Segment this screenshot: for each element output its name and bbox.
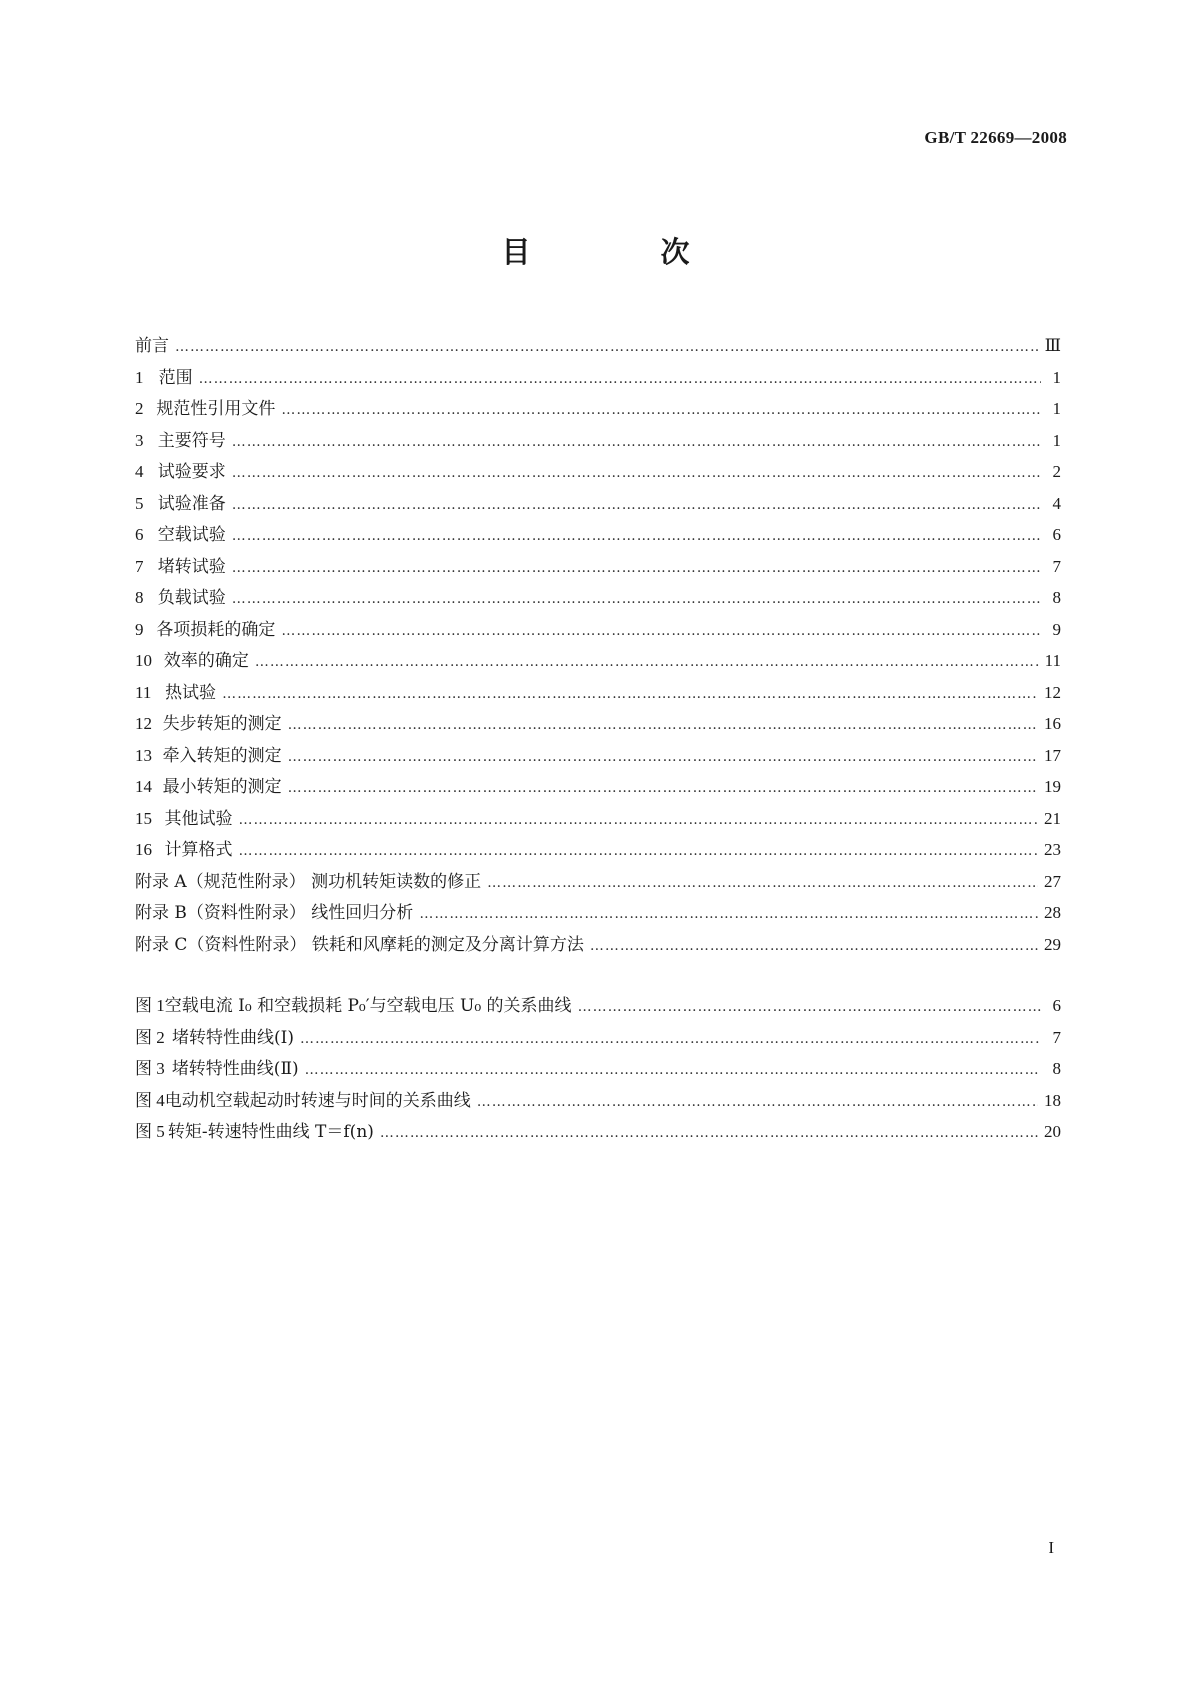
- toc-entry[interactable]: [135, 803, 1061, 835]
- dot-leader: [238, 836, 1038, 868]
- toc-entry-label: 附录 B（资料性附录） 线性回归分析: [135, 903, 414, 923]
- dot-leader: [300, 1024, 1041, 1056]
- toc-entry-label: 前言: [135, 336, 169, 356]
- toc-entry-label: 最小转矩的测定: [162, 777, 282, 797]
- dot-leader: [590, 931, 1038, 963]
- dot-leader: [477, 1087, 1038, 1119]
- dot-leader: [232, 427, 1041, 459]
- toc-entry-page: 23: [1044, 840, 1061, 859]
- dot-leader: [305, 1055, 1041, 1087]
- toc-entry-label: 负载试验: [157, 588, 226, 608]
- toc-entry-label: 失步转矩的测定: [162, 714, 282, 734]
- toc-entry-page: 6: [1052, 525, 1061, 544]
- toc-entry[interactable]: [135, 929, 1061, 961]
- toc-entry-label: 范围: [158, 367, 193, 388]
- standard-code: GB/T 22669—2008: [924, 128, 1067, 147]
- dot-leader: [255, 647, 1039, 679]
- toc-entry-label: 各项损耗的确定: [156, 619, 276, 640]
- toc-entry[interactable]: [135, 897, 1061, 929]
- toc-entry-label: 牵入转矩的测定: [162, 745, 282, 766]
- toc-entry-number: 图 3: [135, 1059, 165, 1078]
- dot-leader: [288, 710, 1038, 742]
- toc-entry[interactable]: [135, 740, 1061, 772]
- toc-entry-label: 主要符号: [157, 430, 226, 451]
- toc-entry-number: 8: [135, 588, 144, 607]
- toc-entry[interactable]: [135, 330, 1061, 362]
- toc-figure-entry[interactable]: [135, 1053, 1061, 1085]
- toc-entry[interactable]: [135, 677, 1061, 709]
- toc-entry-page: 4: [1052, 493, 1061, 513]
- toc-entry-page: 1: [1052, 430, 1061, 450]
- toc-entry-number: 10: [135, 651, 152, 670]
- toc-entry-page: 12: [1044, 682, 1061, 702]
- toc-entry-page: 7: [1052, 1027, 1061, 1047]
- toc-figure-entry[interactable]: [135, 1022, 1061, 1054]
- toc-entry-number: 7: [135, 556, 144, 576]
- toc-entry[interactable]: [135, 362, 1061, 394]
- page-number: I: [1048, 1538, 1054, 1557]
- toc-entry-label: 电动机空载起动时转速与时间的关系曲线: [164, 1090, 471, 1111]
- dot-leader: [288, 773, 1038, 805]
- dot-leader: [199, 364, 1041, 396]
- toc-entry-label: 堵转试验: [157, 556, 226, 577]
- toc-entry-page: 18: [1044, 1090, 1061, 1110]
- toc-entry-number: 15: [135, 808, 152, 828]
- toc-entry-number: 6: [135, 525, 144, 544]
- dot-leader: [232, 553, 1041, 585]
- dot-leader: [288, 742, 1038, 774]
- toc-entry-page: 19: [1044, 777, 1061, 796]
- dot-leader: [281, 616, 1041, 648]
- toc-entry-page: 1: [1052, 399, 1061, 418]
- toc-entry[interactable]: [135, 425, 1061, 457]
- toc-entry-number: 13: [135, 745, 152, 765]
- toc-entry-label: 试验要求: [157, 462, 226, 482]
- toc-entry-number: 5: [135, 493, 144, 513]
- toc-entry-label: 其他试验: [164, 808, 233, 829]
- toc-entry-number: 12: [135, 714, 152, 733]
- toc-entry-number: 2: [135, 399, 144, 418]
- toc-entry-label: 规范性引用文件: [156, 399, 276, 419]
- toc-entry-number: 图 1: [135, 996, 165, 1015]
- toc-entry-page: 27: [1044, 871, 1061, 891]
- toc-entry[interactable]: [135, 645, 1061, 677]
- dot-leader: [380, 1118, 1038, 1150]
- toc-entry[interactable]: [135, 771, 1061, 803]
- toc-entry-label: 转矩-转速特性曲线 T＝f(n): [167, 1122, 374, 1142]
- toc-figure-entry[interactable]: [135, 990, 1061, 1022]
- toc-entry-number: 14: [135, 777, 152, 796]
- toc-entry-page: 8: [1052, 1059, 1061, 1078]
- toc-entry-number: 16: [135, 840, 152, 859]
- toc-entry-number: 图 4: [135, 1090, 165, 1110]
- toc-entry-page: 9: [1052, 619, 1061, 639]
- dot-leader: [232, 458, 1041, 490]
- toc-entry[interactable]: [135, 614, 1061, 646]
- dot-leader: [281, 395, 1041, 427]
- toc-entry-number: 3: [135, 430, 144, 450]
- toc-entry-label: 效率的确定: [163, 651, 249, 671]
- toc-entry[interactable]: [135, 708, 1061, 740]
- toc-figure-entry[interactable]: [135, 1116, 1061, 1148]
- dot-leader: [238, 805, 1038, 837]
- dot-leader: [487, 868, 1038, 900]
- toc-entry[interactable]: [135, 393, 1061, 425]
- toc-entry-label: 空载电流 I₀ 和空载损耗 P₀′与空载电压 U₀ 的关系曲线: [164, 996, 572, 1016]
- toc-sections: [135, 330, 1061, 960]
- toc-entry[interactable]: [135, 866, 1061, 898]
- toc-entry-label: 附录 A（规范性附录） 测功机转矩读数的修正: [135, 871, 482, 892]
- toc-entry-label: 热试验: [165, 682, 217, 703]
- toc-entry-number: 图 2: [135, 1027, 165, 1047]
- dot-leader: [232, 490, 1041, 522]
- dot-leader: [578, 992, 1041, 1024]
- toc-entry-page: 1: [1052, 367, 1061, 387]
- dot-leader: [232, 521, 1041, 553]
- toc-entry-number: 11: [135, 682, 152, 702]
- dot-leader: [419, 899, 1038, 931]
- toc-entry-label: 堵转特性曲线(Ⅱ): [171, 1059, 299, 1079]
- toc-entry[interactable]: [135, 834, 1061, 866]
- toc-entry-page: 6: [1052, 996, 1061, 1015]
- toc-entry-page: 20: [1044, 1122, 1061, 1141]
- toc-entry-page: 16: [1044, 714, 1061, 733]
- dot-leader: [232, 584, 1041, 616]
- toc-entry-page: 11: [1044, 651, 1061, 670]
- toc-entry-page: 8: [1052, 588, 1061, 607]
- toc-figures: [135, 990, 1061, 1148]
- toc-entry-page: Ⅲ: [1044, 336, 1061, 355]
- toc-entry[interactable]: [135, 488, 1061, 520]
- toc-entry-number: 1: [135, 367, 144, 387]
- toc-entry[interactable]: [135, 551, 1061, 583]
- toc-entry-label: 附录 C（资料性附录） 铁耗和风摩耗的测定及分离计算方法: [135, 934, 584, 955]
- toc-entry[interactable]: [135, 582, 1061, 614]
- toc-entry-label: 空载试验: [157, 525, 226, 545]
- toc-entry-label: 计算格式: [164, 840, 233, 860]
- toc-entry-page: 28: [1044, 903, 1061, 922]
- page-title: 目 次: [501, 235, 750, 269]
- toc-entry-number: 4: [135, 462, 144, 481]
- toc-entry-page: 21: [1044, 808, 1061, 828]
- dot-leader: [222, 679, 1038, 711]
- toc-entry-label: 试验准备: [157, 493, 226, 514]
- toc-entry-page: 17: [1044, 745, 1061, 765]
- toc-entry-page: 29: [1044, 934, 1061, 954]
- toc-entry[interactable]: [135, 456, 1061, 488]
- dot-leader: [175, 332, 1039, 364]
- toc-entry[interactable]: [135, 519, 1061, 551]
- toc-entry-page: 7: [1052, 556, 1061, 576]
- toc-figure-entry[interactable]: [135, 1085, 1061, 1117]
- toc-entry-page: 2: [1052, 462, 1061, 481]
- toc-entry-number: 9: [135, 619, 144, 639]
- toc-entry-label: 堵转特性曲线(Ⅰ): [172, 1027, 295, 1048]
- toc-entry-number: 图 5: [135, 1122, 165, 1141]
